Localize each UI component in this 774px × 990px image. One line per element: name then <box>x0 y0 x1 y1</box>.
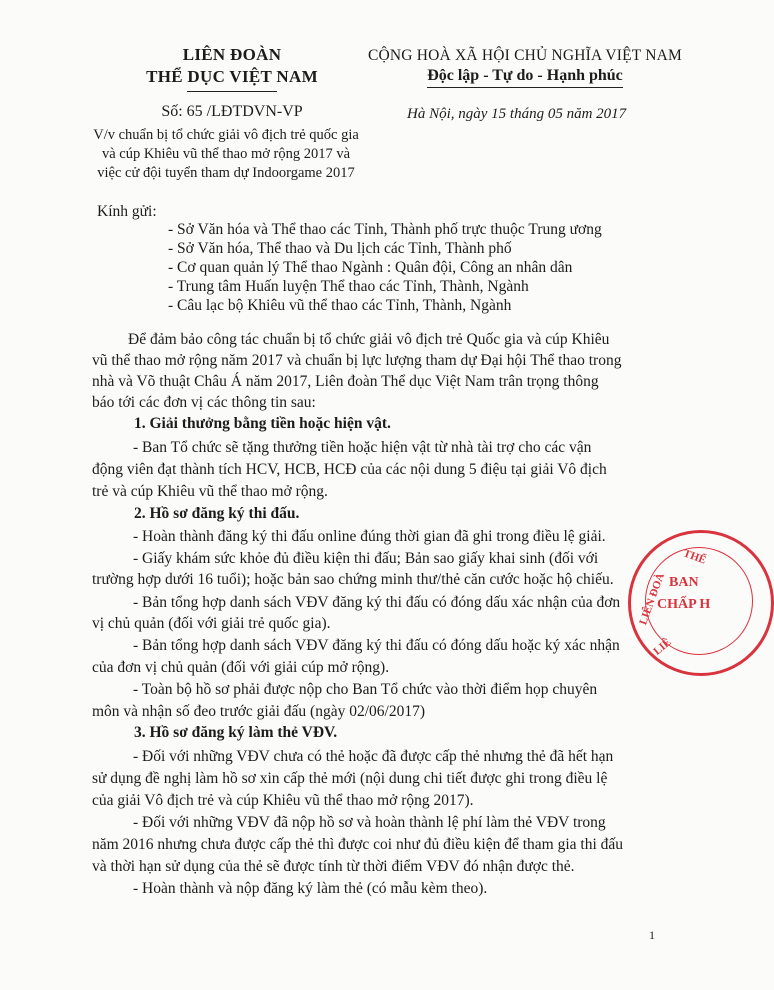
subject-line: việc cử đội tuyển tham dự Indoorgame 2017 <box>97 165 355 181</box>
section-heading: 2. Hồ sơ đăng ký thi đấu. <box>134 505 300 522</box>
page-number: 1 <box>649 928 655 942</box>
body-line: - Đối với những VĐV đã nộp hồ sơ và hoàn thành lệ phí làm thẻ VĐV trong <box>133 814 606 831</box>
subject-block <box>76 126 376 183</box>
body-line: - Bản tổng hợp danh sách VĐV đăng ký thi đấu có đóng dấu xác nhận của đơn <box>133 594 621 611</box>
subject-line: V/v chuẩn bị tổ chức giải vô địch trẻ quốc gia <box>93 127 359 143</box>
body-line: sử dụng đề nghị làm hồ sơ xin cấp thẻ mới (nội dung chi tiết được ghi trong điều lệ <box>92 770 608 787</box>
issuer-name-line2: THỂ DỤC VIỆT NAM <box>146 67 318 86</box>
intro-line: Để đảm bảo công tác chuẩn bị tổ chức giải vô địch trẻ Quốc gia và cúp Khiêu <box>128 331 610 348</box>
body-line: trẻ và cúp Khiêu vũ thể thao mở rộng. <box>92 483 328 500</box>
recipient-item: - Cơ quan quản lý Thể thao Ngành : Quân đội, Công an nhân dân <box>168 259 573 276</box>
national-motto: Độc lập - Tự do - Hạnh phúc <box>427 66 623 88</box>
intro-line: báo tới các đơn vị các thông tin sau: <box>92 394 316 411</box>
recipient-item: - Sở Văn hóa, Thể thao và Du lịch các Tỉnh, Thành phố <box>168 240 512 257</box>
subject-line: và cúp Khiêu vũ thể thao mở rộng 2017 và <box>101 146 351 162</box>
national-header <box>360 46 690 88</box>
body-line: - Bản tổng hợp danh sách VĐV đăng ký thi đấu có đóng dấu hoặc ký xác nhận <box>133 637 620 654</box>
issuer-block <box>112 44 352 122</box>
body-line: trường hợp dưới 16 tuổi); hoặc bản sao chứng minh thư/thẻ căn cước hoặc hộ chiếu. <box>92 571 614 588</box>
seal-center-text: CHẤP H <box>657 597 711 612</box>
salutation: Kính gửi: <box>97 203 157 220</box>
body-line: vị chủ quản (đối với giải trẻ quốc gia). <box>92 615 331 632</box>
issuer-underline <box>187 91 277 92</box>
body-line: và thời hạn sử dụng của thẻ sẽ được tính từ thời điểm VĐV đó nhận được thẻ. <box>92 858 575 875</box>
document-date: Hà Nội, ngày 15 tháng 05 năm 2017 <box>407 106 627 122</box>
country-name: CỘNG HOÀ XÃ HỘI CHỦ NGHĨA VIỆT NAM <box>367 47 683 64</box>
seal-ring-text: LIÊ <box>651 636 674 658</box>
body-line: của giải Vô địch trẻ và cúp Khiêu vũ thể thao mở rộng 2017). <box>92 792 474 809</box>
official-seal <box>628 530 774 676</box>
seal-center-text: BAN <box>669 575 699 590</box>
recipient-item: - Câu lạc bộ Khiêu vũ thể thao các Tỉnh, Thành, Ngành <box>168 297 512 314</box>
body-line: môn và nhận số đeo trước giải đấu (ngày 02/06/2017) <box>92 703 425 720</box>
section-heading: 1. Giải thưởng bằng tiền hoặc hiện vật. <box>134 415 391 432</box>
body-line: của đơn vị chủ quản (đối với giải cúp mở rộng). <box>92 659 390 676</box>
intro-line: nhà và Võ thuật Châu Á năm 2017, Liên đoàn Thể dục Việt Nam trân trọng thông <box>92 373 599 390</box>
body-line: - Giấy khám sức khỏe đủ điều kiện thi đấu; Bản sao giấy khai sinh (đối với <box>133 550 599 567</box>
body-line: - Đối với những VĐV chưa có thẻ hoặc đã được cấp thẻ nhưng thẻ đã hết hạn <box>133 748 614 765</box>
recipient-item: - Trung tâm Huấn luyện Thể thao các Tỉnh, Thành, Ngành <box>168 278 529 295</box>
recipient-item: - Sở Văn hóa và Thể thao các Tỉnh, Thành phố trực thuộc Trung ương <box>168 221 602 238</box>
section-heading: 3. Hồ sơ đăng ký làm thẻ VĐV. <box>134 724 338 741</box>
body-line: - Hoàn thành đăng ký thi đấu online đúng thời gian đã ghi trong điều lệ giải. <box>133 528 606 545</box>
body-line: năm 2016 nhưng chưa được cấp thẻ thì được coi như đủ điều kiện để tham gia thi đấu <box>92 836 624 853</box>
body-line: - Ban Tổ chức sẽ tặng thưởng tiền hoặc hiện vật từ nhà tài trợ cho các vận <box>133 439 592 456</box>
body-line: - Toàn bộ hồ sơ phải được nộp cho Ban Tổ chức vào thời điểm họp chuyên <box>133 681 598 698</box>
body-line: động viên đạt thành tích HCV, HCB, HCĐ của các nội dung 5 điệu tại giải Vô địch <box>92 461 607 478</box>
issuer-name-line1: LIÊN ĐOÀN <box>182 45 282 64</box>
seal-ring-text: THỂ <box>681 547 708 567</box>
document-number: Số: 65 /LĐTDVN-VP <box>161 103 303 120</box>
intro-line: vũ thể thao mở rộng năm 2017 và chuẩn bị lực lượng tham dự Đại hội Thể thao trong <box>92 352 622 369</box>
seal-ring-text: LIÊN ĐOÀ <box>637 571 667 627</box>
body-line: - Hoàn thành và nộp đăng ký làm thẻ (có mẫu kèm theo). <box>133 880 488 897</box>
